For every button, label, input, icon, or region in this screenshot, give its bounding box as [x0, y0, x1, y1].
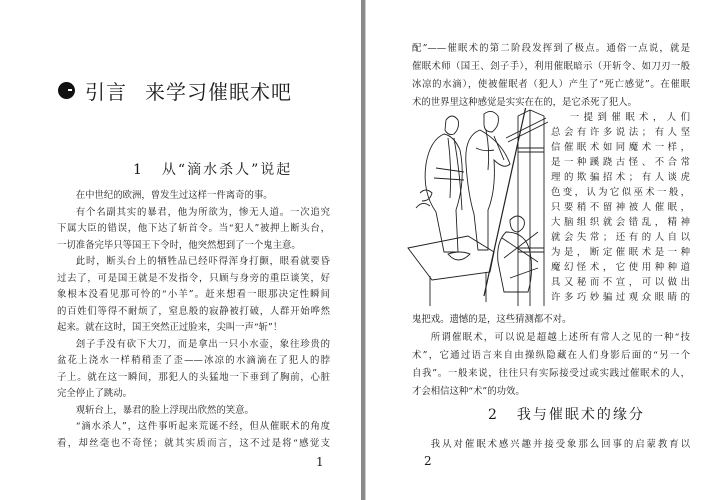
right-middle-text — [412, 311, 690, 401]
text-line: 冰凉的水滴），使被催眠者（犯人）产生了“死亡感觉”。在催眠 — [412, 79, 690, 90]
section-heading: 我与催眠术的缘分 — [516, 407, 645, 423]
text-line: 一提到催眠术，人们 — [569, 112, 690, 123]
text-line: 为是，断定催眠术是一种 — [551, 247, 690, 258]
text-line: 是一种蹊跷古怪、不合常 — [551, 157, 690, 168]
text-line: 过去了，可是国王就是不发指令，只顾与身旁的重臣谈笑，好 — [57, 272, 330, 284]
text-line: 理的欺骗招术；有人谈虎 — [551, 172, 690, 183]
chapter-heading: 来学习催眠术吧 — [145, 80, 292, 104]
section-2-title — [488, 404, 645, 424]
text-line: 看，却丝毫也不奇怪；就其实质而言，这不过是将“感觉支 — [57, 437, 330, 449]
text-line: 的百姓们等得不耐烦了，窒息般的寂静被打破，人群开始哗然 — [57, 305, 330, 317]
text-line: 一切准备完毕只等国王下令时，他突然想到了一个鬼主意。 — [57, 239, 301, 251]
text-line: 术的世界里这种感觉是实实在在的，是它杀死了犯人。 — [412, 97, 638, 108]
text-line: 子上。就在这一瞬间，那犯人的头猛地一下垂到了胸前，心脏 — [57, 371, 330, 383]
text-line: 所谓催眠术，可以说是超越上述所有常人之见的一种“技 — [430, 332, 690, 343]
right-bottom-text — [412, 436, 690, 454]
text-line: 色变，认为它似巫术一般， — [551, 187, 690, 198]
page-number-1: 1 — [316, 455, 324, 469]
text-line: 配”——催眠术的第二阶段发挥到了极点。通俗一点说，就是 — [412, 43, 690, 54]
text-line: 才会相信这种“术”的功效。 — [412, 386, 525, 397]
text-line: 自我”。一般来说，往往只有实际接受过或实践过催眠术的人， — [412, 368, 690, 379]
text-line: 有个名副其实的暴君，他为所欲为，惨无人道。一次追究 — [75, 206, 330, 218]
text-line: 鬼把戏。遗憾的是，这些猜测都不对。 — [412, 314, 572, 325]
text-line: 盆花上浇水一样稍稍歪了歪——冰凉的水滴滴在了犯人的脖 — [57, 355, 330, 366]
text-line: 观斩台上，暴君的脸上浮现出欣然的笑意。 — [75, 404, 254, 416]
chapter-label: 引言 — [85, 80, 127, 104]
chapter-title — [58, 76, 292, 105]
text-line: 大脑组织就会错乱，精神 — [551, 217, 690, 228]
text-line: 我从对催眠术感兴趣并接受象那么回事的启蒙教育以 — [430, 439, 690, 450]
text-line: 就会失常；还有的人自以 — [551, 232, 690, 243]
text-line: 完全停止了跳动。 — [57, 388, 133, 399]
text-line: 催眠术师（国王、刽子手），利用催眠暗示（开斩令、如刀刃一般 — [412, 61, 690, 72]
section-1-title — [133, 159, 292, 179]
text-line: 起来。就在这时，国王突然正过脸来，尖叫一声“斩”！ — [57, 322, 283, 333]
text-line: 具又秘而不宣，可以做出 — [551, 277, 690, 288]
section-number: 2 — [488, 407, 499, 423]
chapter-bullet-icon — [58, 82, 75, 99]
text-line: 总会有许多说法；有人坚 — [551, 127, 690, 138]
text-line: “滴水杀人”，这件事听起来荒诞不经，但从催眠术的角度 — [75, 421, 330, 432]
right-top-text — [412, 40, 690, 112]
page-number-2: 2 — [424, 454, 432, 468]
left-body-text — [57, 188, 330, 452]
section-heading: 从“滴水杀人”说起 — [161, 162, 293, 178]
text-line: 魔幻怪术，它使用种种道 — [551, 262, 690, 273]
text-line: 象根本没看见那可怜的“小羊”。赶来想看一眼那决定性瞬间 — [57, 289, 330, 300]
text-line: 下属大臣的错误，他下达了斩首令。当“犯人”被押上断头台， — [57, 223, 330, 234]
text-line: 许多巧妙骗过观众眼睛的 — [551, 292, 690, 303]
text-line: 只要稍不留神被人催眠， — [551, 202, 690, 213]
text-line: 信催眠术如同魔术一样， — [551, 142, 690, 153]
execution-illustration — [406, 108, 548, 313]
text-line: 此时，断头台上的牺牲品已经吓得浑身打颤，眼看就要昏 — [75, 256, 330, 267]
text-line: 刽子手没有砍下大刀，而是拿出一只小水壶，象往珍贵的 — [75, 338, 330, 350]
text-line: 在中世纪的欧洲，曾发生过这样一件离奇的事。 — [75, 190, 273, 201]
text-line: 术”，它通过语言来自由操纵隐藏在人们身影后面的“另一个 — [412, 350, 690, 361]
right-narrow-text — [551, 110, 690, 305]
section-number: 1 — [133, 162, 144, 178]
